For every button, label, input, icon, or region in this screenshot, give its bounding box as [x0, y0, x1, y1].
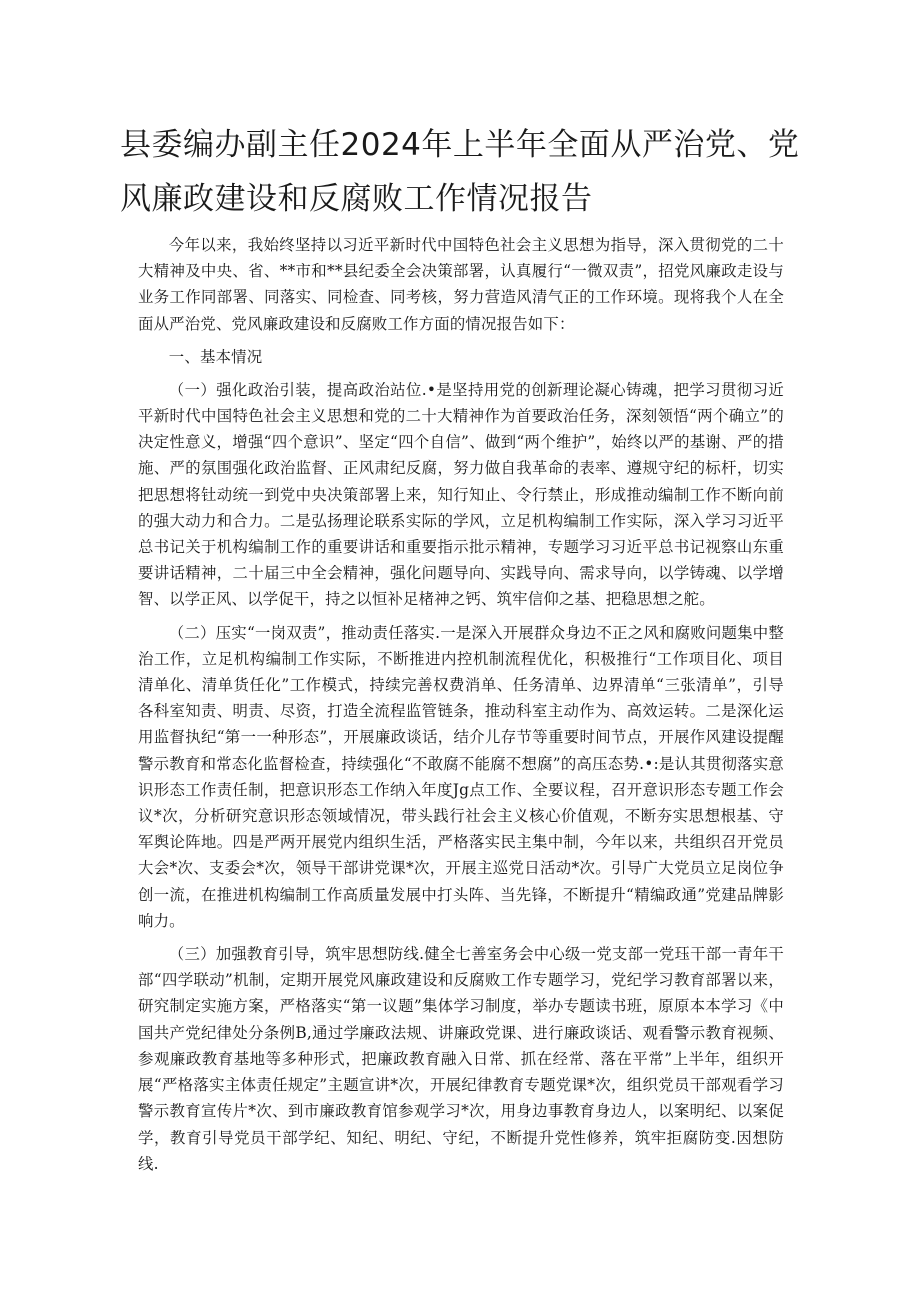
paragraph-responsibility: （二）压实“一岗双责”，推动责任落实.一是深入开展群众身边不正之风和腐败问题集中整治工作，立足机构编制工作实际，不断推进内控机制流程优化，积极推行“工作项目化、项目清单化、清单货任化”工作模式，持续完善权费消单、任务清单、边界清单“三张清单”，引导各科室知责、明责、尽资，打造全流程监管链条，推动科室主动作为、高效运转。二是深化运用监督执纪“第一一种形态”，开展廉政谈话，结介儿存节等重要时间节点，开展作风建设提醒警示教育和常态化监督检查，持续强化“不敢腐不能腐不想腐”的高压态势.•:是认其贯彻落实意识形态工作责任制，把意识形态工作纳入年度Jg点工作、全要议程，召开意识形态专题工作会议*次，分析研究意识形态领域情况，带头践行社会主义核心价值观，不断夯实思想根基、守军舆论阵地。四是严两开展党内组织生活，严格落实民主集中制，今年以来，共组织召开党员大会*次、支委会*次，领导干部讲党课*次，开展主巡党日活动*次。引导广大党员立足岗位争创一流，在推进机构编制工作高质量发展中打头阵、当先锋，不断提升“精编政通”党建品牌影响力。: [138, 623, 784, 930]
document-body: [138, 232, 784, 1177]
paragraph-education: （三）加强教育引导，筑牢思想防线.健全七善室务会中心级一党支部一党珏干部一青年干部“四学联动”机制，定期开展党风廉政建设和反腐败工作专题学习，党纪学习教育部署以来，研究制定实施方案，严格落实“第一议题”集体学习制度，举办专题读书班，原原本本学习《中国共产党纪律处分条例B,通过学廉政法规、讲廉政党课、进行廉政谈话、观看警示教育视频、参观廉政教育基地等多种形式，把廉政教育融入日常、抓在经常、落在平常”上半年，组织开展“严格落实主体责任规定”主题宣讲*次，开展纪律教育专题党课*次，组织党员干部观看学习警示教育宣传片*次、到市廉政教育馆参观学习*次，用身边事教育身边人，以案明纪、以案促学，教育引导党员干部学纪、知纪、明纪、守纪，不断提升党性修养，筑牢拒腐防变.因想防线.: [138, 945, 784, 1173]
section-heading: 一、基本情况: [168, 347, 263, 366]
paragraph-political-guidance: （一）强化政治引装，提高政治站位.•是坚持用党的创新理论凝心铸魂，把学习贯彻习近平新时代中国特色社会主义思想和党的二十大精神作为首要政治任务，深刻领悟“两个确立”的决定性意义，增强“四个意识”、坚定“四个自信”、做到“两个维护”，始终以严的基谢、严的措施、严的氛围强化政治监督、正风肃纪反腐，努力做自我革命的表率、遵规守纪的标杆，切实把思想将钍动统一到党中央决策部署上来，知行知止、令行禁止，形成推动编制工作不断向前的强大动力和合力。二是弘扬理论联系实际的学风，立足机构编制工作实际，深入学习习近平总书记关于机构编制工作的重要讲话和重要指示批示精神，专题学习习近平总书记视察山东重要讲话精神，二十届三中全会精神，强化问题导向、实践导向、需求导向，以学铸魂、以学增智、以学正风、以学促干，持之以恒补足楮神之钙、筑牢信仰之基、把稳思想之舵。: [138, 380, 784, 609]
document-title: 县委编办副主任2024年上半年全面从严治党、党风廉政建设和反腐败工作情况报告: [120, 127, 800, 217]
intro-paragraph: 今年以来，我始终坚持以习近平新时代中国特色社会主义思想为指导，深入贯彻党的二十大精神及中央、省、**市和**县纪委全会决策部署，认真履行“一微双责”，招党风廉政走设与业务工作同部署、同落实、同检查、同考核，努力营造风清气正的工作环境。现将我个人在全面从严治党、党风廉政建设和反腐败工作方面的情况报告如下：: [138, 236, 784, 333]
